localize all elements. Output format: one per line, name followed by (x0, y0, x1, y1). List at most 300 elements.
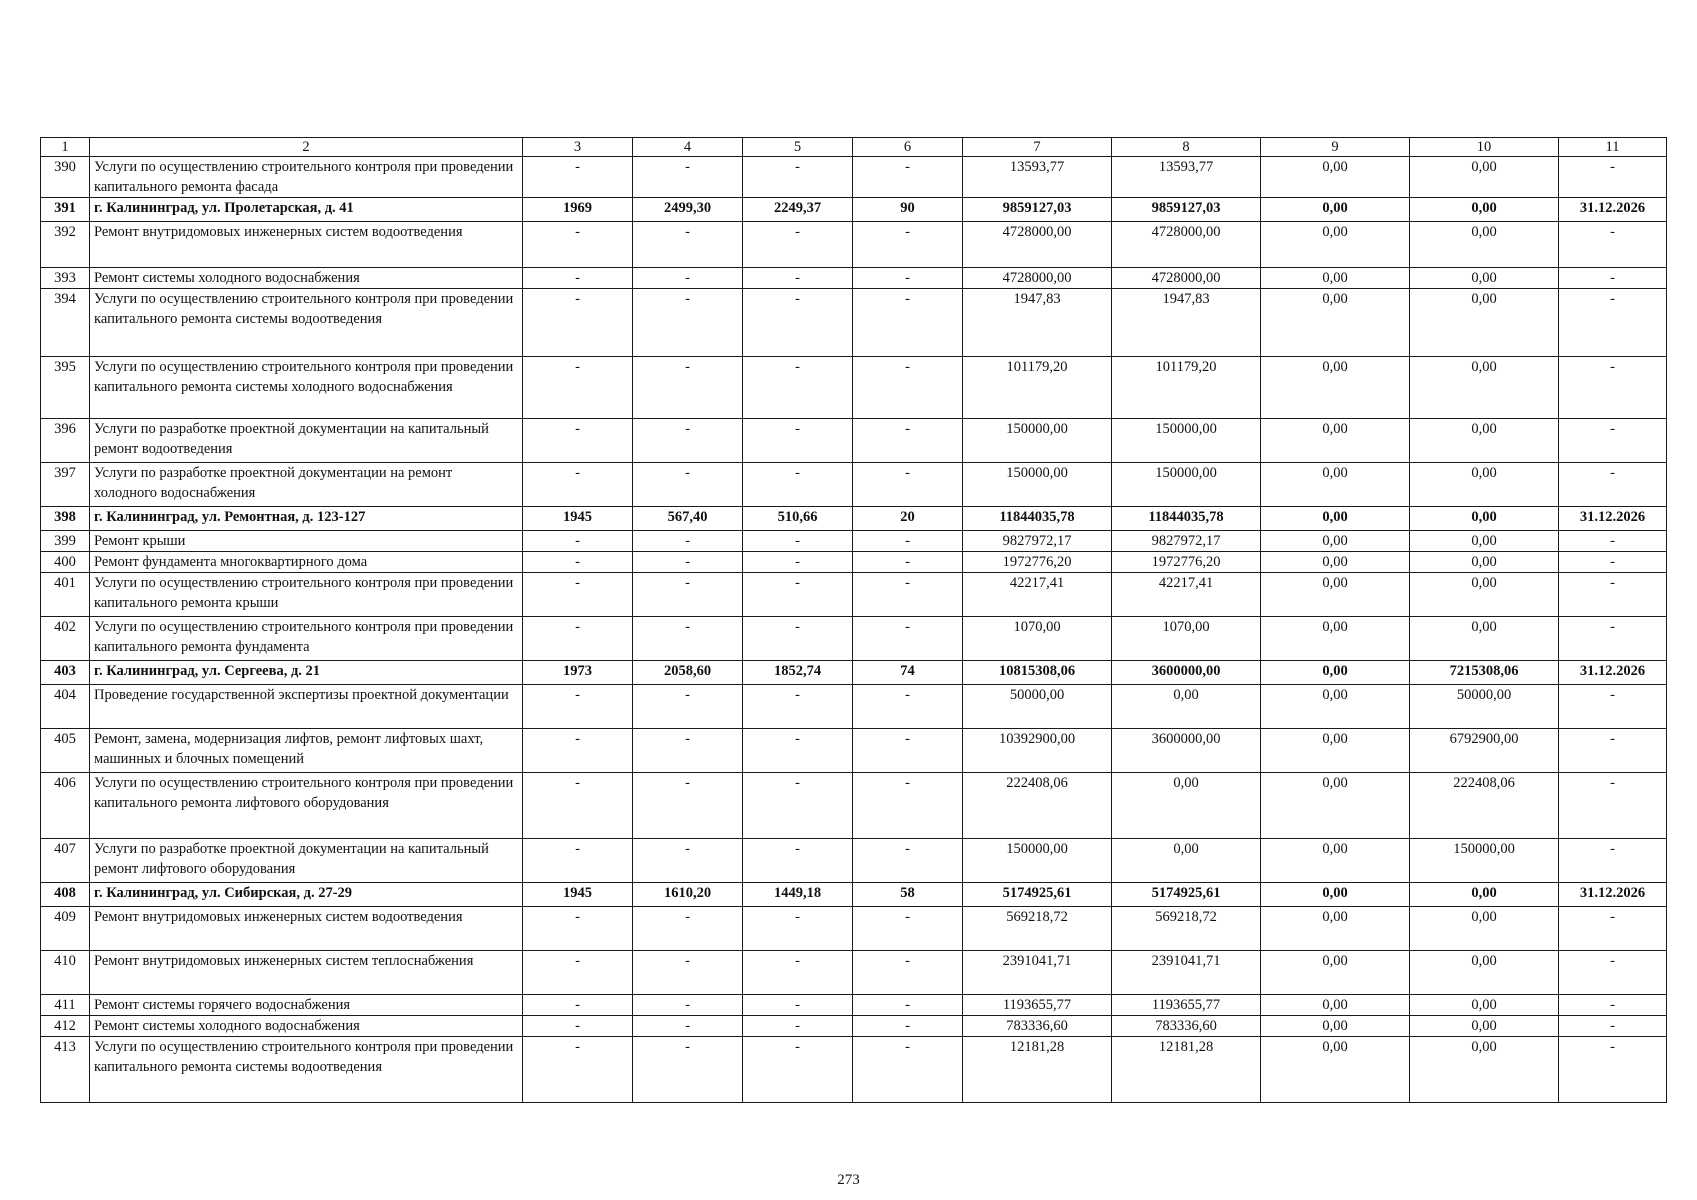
owners-amount-cell: 0,00 (1410, 951, 1559, 995)
budget-amount-cell: 0,00 (1261, 617, 1410, 661)
living-area-cell: - (743, 1037, 853, 1103)
completion-date-cell: - (1559, 463, 1667, 507)
row-number-cell: 396 (41, 419, 90, 463)
total-cost-cell: 2391041,71 (963, 951, 1112, 995)
owners-amount-cell: 0,00 (1410, 157, 1559, 198)
year-built-cell: 1945 (523, 883, 633, 907)
total-cost-cell: 13593,77 (963, 157, 1112, 198)
table-row (41, 357, 1667, 419)
budget-amount-cell: 0,00 (1261, 552, 1410, 573)
header-cell: 6 (853, 138, 963, 157)
fund-amount-cell: 2391041,71 (1112, 951, 1261, 995)
owners-amount-cell: 150000,00 (1410, 839, 1559, 883)
table-row (41, 1037, 1667, 1103)
total-cost-cell: 1193655,77 (963, 995, 1112, 1016)
address-row (41, 198, 1667, 222)
completion-date-cell: - (1559, 617, 1667, 661)
living-area-cell: 1449,18 (743, 883, 853, 907)
row-number-cell: 393 (41, 268, 90, 289)
description-cell: г. Калининград, ул. Сергеева, д. 21 (90, 661, 523, 685)
table-row (41, 289, 1667, 357)
total-cost-cell: 101179,20 (963, 357, 1112, 419)
description-cell: Ремонт системы холодного водоснабжения (90, 1016, 523, 1037)
owners-amount-cell: 6792900,00 (1410, 729, 1559, 773)
address-row (41, 507, 1667, 531)
description-cell: Ремонт системы холодного водоснабжения (90, 268, 523, 289)
completion-date-cell: - (1559, 419, 1667, 463)
description-cell: Услуги по осуществлению строительного контроля при проведении капитального ремонта крыши (90, 573, 523, 617)
year-built-cell: - (523, 839, 633, 883)
fund-amount-cell: 13593,77 (1112, 157, 1261, 198)
row-number-cell: 395 (41, 357, 90, 419)
budget-amount-cell: 0,00 (1261, 289, 1410, 357)
total-area-cell: - (633, 907, 743, 951)
completion-date-cell: - (1559, 773, 1667, 839)
year-built-cell: - (523, 157, 633, 198)
total-area-cell: - (633, 552, 743, 573)
owners-amount-cell: 0,00 (1410, 198, 1559, 222)
total-area-cell: 567,40 (633, 507, 743, 531)
completion-date-cell: - (1559, 268, 1667, 289)
budget-amount-cell: 0,00 (1261, 507, 1410, 531)
owners-amount-cell: 0,00 (1410, 1016, 1559, 1037)
living-area-cell: 2249,37 (743, 198, 853, 222)
total-cost-cell: 9827972,17 (963, 531, 1112, 552)
completion-date-cell: - (1559, 552, 1667, 573)
total-cost-cell: 150000,00 (963, 419, 1112, 463)
year-built-cell: - (523, 729, 633, 773)
residents-cell: - (853, 907, 963, 951)
completion-date-cell: - (1559, 1037, 1667, 1103)
owners-amount-cell: 0,00 (1410, 883, 1559, 907)
residents-cell: - (853, 773, 963, 839)
total-cost-cell: 50000,00 (963, 685, 1112, 729)
row-number-cell: 392 (41, 222, 90, 268)
total-cost-cell: 1972776,20 (963, 552, 1112, 573)
fund-amount-cell: 3600000,00 (1112, 661, 1261, 685)
living-area-cell: - (743, 268, 853, 289)
total-cost-cell: 42217,41 (963, 573, 1112, 617)
total-cost-cell: 10392900,00 (963, 729, 1112, 773)
row-number-cell: 390 (41, 157, 90, 198)
total-cost-cell: 5174925,61 (963, 883, 1112, 907)
year-built-cell: 1969 (523, 198, 633, 222)
residents-cell: - (853, 1016, 963, 1037)
residents-cell: - (853, 685, 963, 729)
total-area-cell: - (633, 289, 743, 357)
row-number-cell: 404 (41, 685, 90, 729)
living-area-cell: - (743, 463, 853, 507)
residents-cell: 20 (853, 507, 963, 531)
fund-amount-cell: 1972776,20 (1112, 552, 1261, 573)
completion-date-cell: - (1559, 1016, 1667, 1037)
table-body (41, 138, 1667, 1103)
total-area-cell: - (633, 773, 743, 839)
description-cell: Услуги по осуществлению строительного контроля при проведении капитального ремонта системы холодного водоснабжения (90, 357, 523, 419)
residents-cell: - (853, 839, 963, 883)
year-built-cell: - (523, 685, 633, 729)
budget-amount-cell: 0,00 (1261, 157, 1410, 198)
total-area-cell: - (633, 951, 743, 995)
total-area-cell: - (633, 995, 743, 1016)
table-row (41, 419, 1667, 463)
completion-date-cell: - (1559, 357, 1667, 419)
total-area-cell: 2058,60 (633, 661, 743, 685)
total-cost-cell: 150000,00 (963, 463, 1112, 507)
header-cell: 1 (41, 138, 90, 157)
description-cell: Ремонт внутридомовых инженерных систем водоотведения (90, 907, 523, 951)
table-row (41, 839, 1667, 883)
living-area-cell: - (743, 531, 853, 552)
table-row (41, 685, 1667, 729)
year-built-cell: - (523, 1016, 633, 1037)
year-built-cell: 1945 (523, 507, 633, 531)
year-built-cell: - (523, 617, 633, 661)
description-cell: Ремонт фундамента многоквартирного дома (90, 552, 523, 573)
table-row (41, 573, 1667, 617)
table-row (41, 268, 1667, 289)
year-built-cell: - (523, 573, 633, 617)
description-cell: Услуги по разработке проектной документации на ремонт холодного водоснабжения (90, 463, 523, 507)
table-row (41, 907, 1667, 951)
fund-amount-cell: 150000,00 (1112, 419, 1261, 463)
row-number-cell: 410 (41, 951, 90, 995)
fund-amount-cell: 9827972,17 (1112, 531, 1261, 552)
fund-amount-cell: 150000,00 (1112, 463, 1261, 507)
budget-amount-cell: 0,00 (1261, 773, 1410, 839)
row-number-cell: 398 (41, 507, 90, 531)
row-number-cell: 399 (41, 531, 90, 552)
address-row (41, 883, 1667, 907)
living-area-cell: - (743, 995, 853, 1016)
header-cell: 3 (523, 138, 633, 157)
budget-amount-cell: 0,00 (1261, 995, 1410, 1016)
description-cell: Ремонт внутридомовых инженерных систем теплоснабжения (90, 951, 523, 995)
total-area-cell: - (633, 157, 743, 198)
completion-date-cell: - (1559, 995, 1667, 1016)
total-cost-cell: 150000,00 (963, 839, 1112, 883)
total-area-cell: - (633, 222, 743, 268)
budget-amount-cell: 0,00 (1261, 883, 1410, 907)
column-number-header (41, 138, 1667, 157)
header-cell: 2 (90, 138, 523, 157)
page-number: 273 (837, 1172, 860, 1188)
budget-amount-cell: 0,00 (1261, 839, 1410, 883)
fund-amount-cell: 4728000,00 (1112, 222, 1261, 268)
living-area-cell: - (743, 289, 853, 357)
owners-amount-cell: 0,00 (1410, 907, 1559, 951)
budget-amount-cell: 0,00 (1261, 531, 1410, 552)
header-cell: 10 (1410, 138, 1559, 157)
living-area-cell: 1852,74 (743, 661, 853, 685)
fund-amount-cell: 783336,60 (1112, 1016, 1261, 1037)
year-built-cell: - (523, 268, 633, 289)
budget-amount-cell: 0,00 (1261, 1037, 1410, 1103)
header-cell: 7 (963, 138, 1112, 157)
completion-date-cell: - (1559, 685, 1667, 729)
residents-cell: - (853, 531, 963, 552)
owners-amount-cell: 0,00 (1410, 995, 1559, 1016)
header-cell: 8 (1112, 138, 1261, 157)
table-row (41, 552, 1667, 573)
year-built-cell: - (523, 289, 633, 357)
description-cell: Ремонт системы горячего водоснабжения (90, 995, 523, 1016)
residents-cell: - (853, 157, 963, 198)
row-number-cell: 391 (41, 198, 90, 222)
fund-amount-cell: 5174925,61 (1112, 883, 1261, 907)
completion-date-cell: - (1559, 157, 1667, 198)
fund-amount-cell: 11844035,78 (1112, 507, 1261, 531)
fund-amount-cell: 569218,72 (1112, 907, 1261, 951)
total-cost-cell: 12181,28 (963, 1037, 1112, 1103)
row-number-cell: 403 (41, 661, 90, 685)
budget-amount-cell: 0,00 (1261, 419, 1410, 463)
description-cell: Услуги по разработке проектной документации на капитальный ремонт лифтового оборудования (90, 839, 523, 883)
residents-cell: - (853, 995, 963, 1016)
total-cost-cell: 222408,06 (963, 773, 1112, 839)
total-area-cell: - (633, 419, 743, 463)
completion-date-cell: 31.12.2026 (1559, 883, 1667, 907)
fund-amount-cell: 0,00 (1112, 839, 1261, 883)
residents-cell: - (853, 357, 963, 419)
budget-amount-cell: 0,00 (1261, 951, 1410, 995)
living-area-cell: - (743, 685, 853, 729)
completion-date-cell: - (1559, 839, 1667, 883)
living-area-cell: - (743, 729, 853, 773)
residents-cell: - (853, 552, 963, 573)
owners-amount-cell: 0,00 (1410, 222, 1559, 268)
total-area-cell: - (633, 729, 743, 773)
year-built-cell: - (523, 907, 633, 951)
total-cost-cell: 4728000,00 (963, 268, 1112, 289)
budget-amount-cell: 0,00 (1261, 729, 1410, 773)
year-built-cell: 1973 (523, 661, 633, 685)
fund-amount-cell: 0,00 (1112, 685, 1261, 729)
row-number-cell: 401 (41, 573, 90, 617)
total-cost-cell: 4728000,00 (963, 222, 1112, 268)
year-built-cell: - (523, 552, 633, 573)
completion-date-cell: - (1559, 222, 1667, 268)
owners-amount-cell: 0,00 (1410, 507, 1559, 531)
completion-date-cell: - (1559, 729, 1667, 773)
budget-amount-cell: 0,00 (1261, 1016, 1410, 1037)
year-built-cell: - (523, 222, 633, 268)
total-area-cell: - (633, 1037, 743, 1103)
row-number-cell: 394 (41, 289, 90, 357)
description-cell: г. Калининград, ул. Ремонтная, д. 123-127 (90, 507, 523, 531)
completion-date-cell: - (1559, 951, 1667, 995)
header-cell: 5 (743, 138, 853, 157)
living-area-cell: 510,66 (743, 507, 853, 531)
header-cell: 9 (1261, 138, 1410, 157)
owners-amount-cell: 0,00 (1410, 289, 1559, 357)
total-cost-cell: 1070,00 (963, 617, 1112, 661)
year-built-cell: - (523, 773, 633, 839)
row-number-cell: 400 (41, 552, 90, 573)
completion-date-cell: - (1559, 289, 1667, 357)
owners-amount-cell: 7215308,06 (1410, 661, 1559, 685)
year-built-cell: - (523, 463, 633, 507)
residents-cell: - (853, 419, 963, 463)
owners-amount-cell: 0,00 (1410, 268, 1559, 289)
total-area-cell: 1610,20 (633, 883, 743, 907)
living-area-cell: - (743, 907, 853, 951)
budget-amount-cell: 0,00 (1261, 357, 1410, 419)
living-area-cell: - (743, 222, 853, 268)
fund-amount-cell: 3600000,00 (1112, 729, 1261, 773)
residents-cell: 74 (853, 661, 963, 685)
description-cell: Услуги по осуществлению строительного контроля при проведении капитального ремонта лифтового оборудования (90, 773, 523, 839)
capital-repair-table (40, 137, 1667, 1103)
owners-amount-cell: 0,00 (1410, 552, 1559, 573)
total-area-cell: - (633, 685, 743, 729)
residents-cell: - (853, 268, 963, 289)
total-area-cell: - (633, 463, 743, 507)
living-area-cell: - (743, 839, 853, 883)
fund-amount-cell: 1070,00 (1112, 617, 1261, 661)
completion-date-cell: - (1559, 907, 1667, 951)
row-number-cell: 406 (41, 773, 90, 839)
total-cost-cell: 783336,60 (963, 1016, 1112, 1037)
row-number-cell: 402 (41, 617, 90, 661)
residents-cell: - (853, 463, 963, 507)
fund-amount-cell: 1193655,77 (1112, 995, 1261, 1016)
row-number-cell: 408 (41, 883, 90, 907)
description-cell: Проведение государственной экспертизы проектной документации (90, 685, 523, 729)
year-built-cell: - (523, 951, 633, 995)
owners-amount-cell: 0,00 (1410, 573, 1559, 617)
row-number-cell: 413 (41, 1037, 90, 1103)
year-built-cell: - (523, 357, 633, 419)
total-cost-cell: 9859127,03 (963, 198, 1112, 222)
living-area-cell: - (743, 1016, 853, 1037)
completion-date-cell: - (1559, 531, 1667, 552)
description-cell: Услуги по осуществлению строительного контроля при проведении капитального ремонта фасада (90, 157, 523, 198)
table-row (41, 531, 1667, 552)
fund-amount-cell: 4728000,00 (1112, 268, 1261, 289)
table-row (41, 463, 1667, 507)
fund-amount-cell: 9859127,03 (1112, 198, 1261, 222)
row-number-cell: 411 (41, 995, 90, 1016)
fund-amount-cell: 12181,28 (1112, 1037, 1261, 1103)
fund-amount-cell: 0,00 (1112, 773, 1261, 839)
table-row (41, 729, 1667, 773)
description-cell: Услуги по осуществлению строительного контроля при проведении капитального ремонта системы водоотведения (90, 1037, 523, 1103)
residents-cell: - (853, 289, 963, 357)
owners-amount-cell: 0,00 (1410, 357, 1559, 419)
row-number-cell: 407 (41, 839, 90, 883)
header-cell: 4 (633, 138, 743, 157)
living-area-cell: - (743, 157, 853, 198)
total-area-cell: - (633, 531, 743, 552)
living-area-cell: - (743, 773, 853, 839)
description-cell: Ремонт крыши (90, 531, 523, 552)
living-area-cell: - (743, 573, 853, 617)
total-area-cell: - (633, 839, 743, 883)
budget-amount-cell: 0,00 (1261, 463, 1410, 507)
table-row (41, 995, 1667, 1016)
owners-amount-cell: 0,00 (1410, 1037, 1559, 1103)
description-cell: г. Калининград, ул. Пролетарская, д. 41 (90, 198, 523, 222)
completion-date-cell: 31.12.2026 (1559, 507, 1667, 531)
owners-amount-cell: 50000,00 (1410, 685, 1559, 729)
description-cell: Услуги по осуществлению строительного контроля при проведении капитального ремонта системы водоотведения (90, 289, 523, 357)
table-row (41, 222, 1667, 268)
owners-amount-cell: 0,00 (1410, 531, 1559, 552)
fund-amount-cell: 42217,41 (1112, 573, 1261, 617)
budget-amount-cell: 0,00 (1261, 198, 1410, 222)
completion-date-cell: 31.12.2026 (1559, 661, 1667, 685)
table-row (41, 157, 1667, 198)
budget-amount-cell: 0,00 (1261, 685, 1410, 729)
total-area-cell: 2499,30 (633, 198, 743, 222)
living-area-cell: - (743, 357, 853, 419)
owners-amount-cell: 0,00 (1410, 617, 1559, 661)
year-built-cell: - (523, 531, 633, 552)
completion-date-cell: 31.12.2026 (1559, 198, 1667, 222)
fund-amount-cell: 101179,20 (1112, 357, 1261, 419)
description-cell: Услуги по разработке проектной документации на капитальный ремонт водоотведения (90, 419, 523, 463)
residents-cell: - (853, 222, 963, 268)
budget-amount-cell: 0,00 (1261, 268, 1410, 289)
row-number-cell: 397 (41, 463, 90, 507)
budget-amount-cell: 0,00 (1261, 907, 1410, 951)
year-built-cell: - (523, 1037, 633, 1103)
owners-amount-cell: 0,00 (1410, 463, 1559, 507)
total-area-cell: - (633, 573, 743, 617)
budget-amount-cell: 0,00 (1261, 222, 1410, 268)
budget-amount-cell: 0,00 (1261, 661, 1410, 685)
address-row (41, 661, 1667, 685)
residents-cell: 58 (853, 883, 963, 907)
table-row (41, 1016, 1667, 1037)
residents-cell: - (853, 573, 963, 617)
table-row (41, 617, 1667, 661)
total-cost-cell: 10815308,06 (963, 661, 1112, 685)
table-row (41, 773, 1667, 839)
total-area-cell: - (633, 357, 743, 419)
year-built-cell: - (523, 419, 633, 463)
total-area-cell: - (633, 1016, 743, 1037)
residents-cell: - (853, 729, 963, 773)
row-number-cell: 412 (41, 1016, 90, 1037)
description-cell: Ремонт, замена, модернизация лифтов, ремонт лифтовых шахт, машинных и блочных помещений (90, 729, 523, 773)
living-area-cell: - (743, 617, 853, 661)
description-cell: Услуги по осуществлению строительного контроля при проведении капитального ремонта фундамента (90, 617, 523, 661)
description-cell: г. Калининград, ул. Сибирская, д. 27-29 (90, 883, 523, 907)
fund-amount-cell: 1947,83 (1112, 289, 1261, 357)
owners-amount-cell: 222408,06 (1410, 773, 1559, 839)
total-cost-cell: 1947,83 (963, 289, 1112, 357)
living-area-cell: - (743, 552, 853, 573)
residents-cell: - (853, 617, 963, 661)
header-cell: 11 (1559, 138, 1667, 157)
total-cost-cell: 569218,72 (963, 907, 1112, 951)
living-area-cell: - (743, 419, 853, 463)
living-area-cell: - (743, 951, 853, 995)
row-number-cell: 405 (41, 729, 90, 773)
residents-cell: - (853, 1037, 963, 1103)
total-area-cell: - (633, 617, 743, 661)
total-cost-cell: 11844035,78 (963, 507, 1112, 531)
year-built-cell: - (523, 995, 633, 1016)
owners-amount-cell: 0,00 (1410, 419, 1559, 463)
completion-date-cell: - (1559, 573, 1667, 617)
budget-amount-cell: 0,00 (1261, 573, 1410, 617)
description-cell: Ремонт внутридомовых инженерных систем водоотведения (90, 222, 523, 268)
row-number-cell: 409 (41, 907, 90, 951)
table-row (41, 951, 1667, 995)
